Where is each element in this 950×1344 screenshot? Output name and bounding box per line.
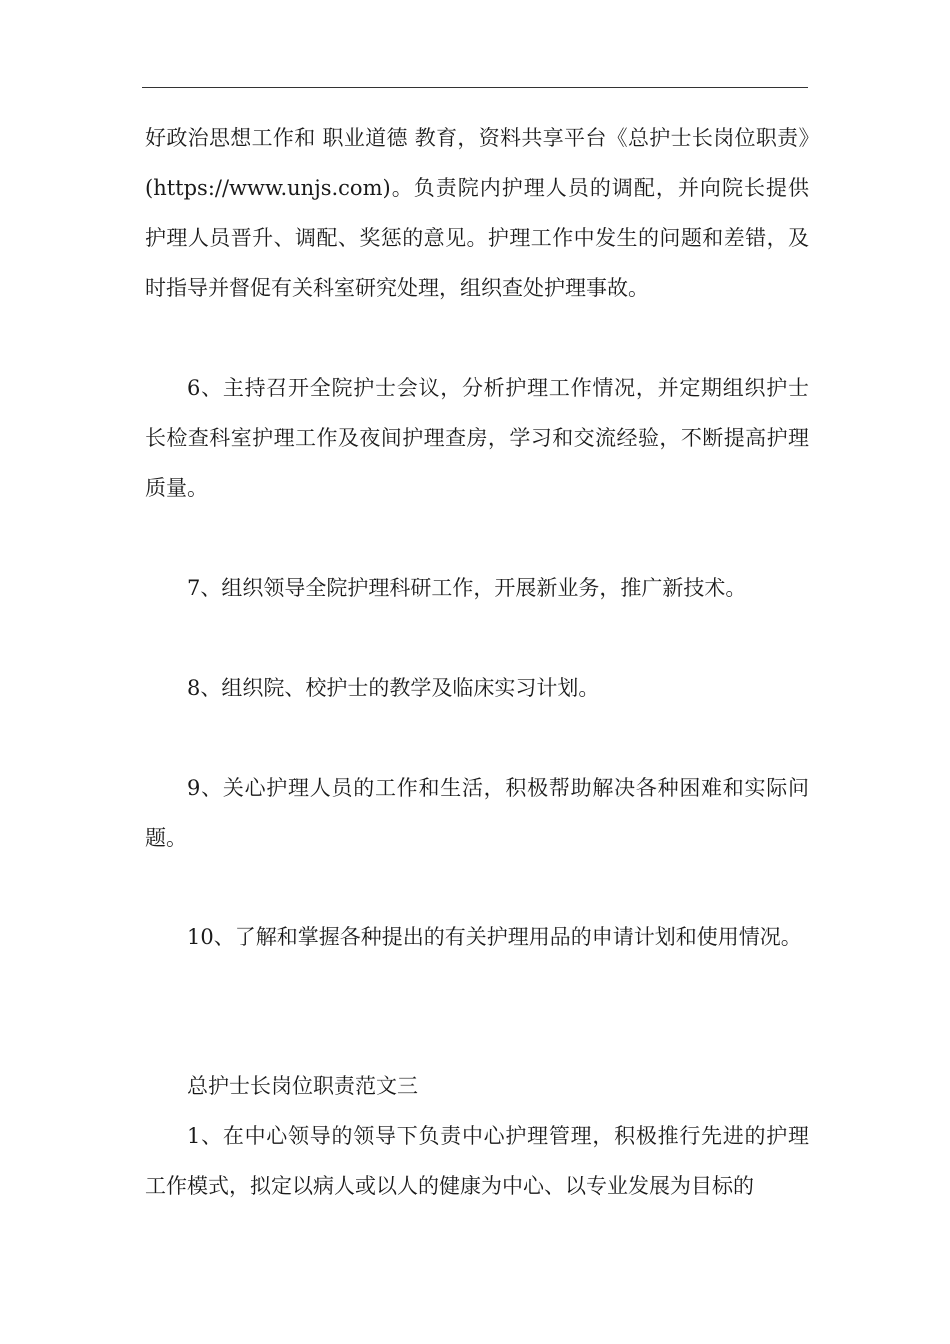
paragraph-item-9: 9、关心护理人员的工作和生活，积极帮助解决各种困难和实际问题。 [145,776,809,850]
header-rule [142,87,808,88]
paragraph-item-6: 6、主持召开全院护士会议，分析护理工作情况，并定期组织护士长检查科室护理工作及夜间护理查房，学习和交流经验，不断提高护理质量。 [145,376,809,500]
paragraph-item-10: 10、了解和掌握各种提出的有关护理用品的申请计划和使用情况。 [187,925,802,949]
section-title: 总护士长岗位职责范文三 [187,1074,418,1098]
paragraph-continued: 好政治思想工作和 职业道德 教育，资料共享平台《总护士长岗位职责》(https://www.unjs.com)。负责院内护理人员的调配，并向院长提供护理人员晋升、调配、奖惩的意见。护理工作中发生的问题和差错，及时指导并督促有关科室研究处理，组织查处护理事故。 [145,126,809,300]
paragraph-item-8: 8、组织院、校护士的教学及临床实习计划。 [187,676,600,700]
paragraph-item-7: 7、组织领导全院护理科研工作，开展新业务，推广新技术。 [187,576,747,600]
section3-paragraph-1: 1、在中心领导的领导下负责中心护理管理，积极推行先进的护理工作模式，拟定以病人或以人的健康为中心、以专业发展为目标的 [145,1124,809,1198]
